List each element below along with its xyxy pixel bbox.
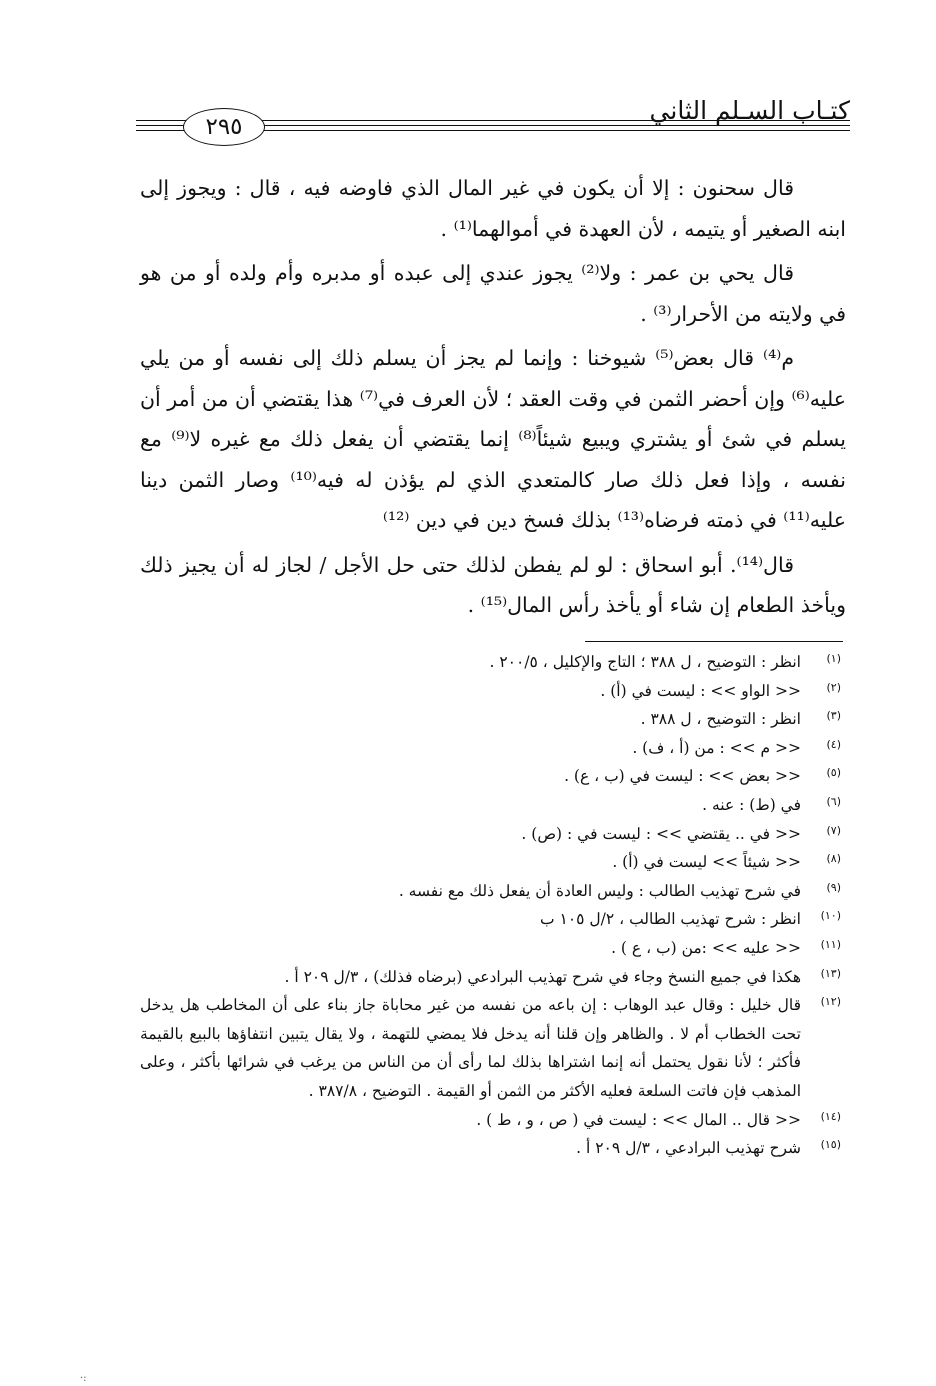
footnote — [140, 648, 841, 677]
footnote-text: << شيئاً >> ليست في (أ) . — [612, 853, 801, 872]
paragraph: م⁽⁴⁾ قال بعض⁽⁵⁾ شيوخنا : وإنما لم يجز أن يسلم ذلك إلى نفسه أو من يلي عليه⁽⁶⁾ وإن أحضر الثمن في وقت العقد ؛ لأن العرف في⁽⁷⁾ هذا يقتضي أن من أمر أن يسلم في شئ أو يشتري ويبيع شيئاً⁽⁸⁾ إنما يقتضي أن يفعل ذلك مع غيره لا⁽⁹⁾ مع نفسه ، وإذا فعل ذلك صار كالمتعدي الذي لم يؤذن له فيه⁽¹⁰⁾ وصار الثمن دينا عليه⁽¹¹⁾ في ذمته فرضاه⁽¹³⁾ بذلك فسخ دين في دين ⁽¹²⁾ — [140, 346, 847, 532]
footnote — [140, 991, 841, 1105]
footnote — [140, 820, 841, 849]
footnote-text: شرح تهذيب البرادعي ، ٣/ل ٢٠٩ أ . — [576, 1139, 801, 1158]
footnote-number: (١٤) — [820, 1109, 841, 1123]
main-text — [140, 168, 846, 630]
footnote-number: (٩) — [826, 880, 841, 894]
footnote — [140, 848, 841, 877]
footnote-number: (٧) — [826, 823, 841, 837]
scan-mark: ·: — [80, 1373, 87, 1384]
footnote-text: << م >> : من (أ ، ف) . — [632, 738, 801, 757]
footnote-number: (٢) — [826, 680, 841, 694]
footnote-text: << في .. يقتضي >> : ليست في : (ص) . — [521, 824, 801, 843]
footnote-number: (١١) — [820, 937, 841, 951]
paragraph: قال يحي بن عمر : ولا⁽²⁾ يجوز عندي إلى عبده أو مدبره وأم ولده أو من هو في ولايته من الأحرار⁽³⁾ . — [140, 261, 846, 326]
footnote-number: (٥) — [826, 766, 841, 780]
footnote-text: << قال .. المال >> : ليست في ( ص ، و ، ط ) . — [476, 1110, 801, 1129]
footnote-text: << الواو >> : ليست في (أ) . — [600, 681, 801, 700]
footnote-text: << بعض >> : ليست في (ب ، ع) . — [564, 767, 801, 786]
footnote-text: في شرح تهذيب الطالب : وليس العادة أن يفعل ذلك مع نفسه . — [398, 881, 801, 900]
footnote-text: انظر : التوضيح ، ل ٣٨٨ . — [640, 710, 801, 729]
paragraph: قال سحنون : إلا أن يكون في غير المال الذي فاوضه فيه ، قال : ويجوز إلى ابنه الصغير أو يتيمه ، لأن العهدة في أموالهما⁽¹⁾ . — [140, 176, 846, 241]
book-title: كتـاب السـلم الثاني — [649, 96, 850, 125]
footnote — [140, 705, 841, 734]
footnote-divider — [585, 641, 843, 642]
footnote-number: (١٣) — [820, 966, 841, 980]
footnote-text: انظر : شرح تهذيب الطالب ، ٢/ل ١٠٥ ب — [539, 910, 801, 929]
footnote-number: (٣) — [826, 709, 841, 723]
page-number: ٢٩٥ — [183, 108, 265, 146]
footnote-number: (٨) — [826, 852, 841, 866]
footnote-text: انظر : التوضيح ، ل ٣٨٨ ؛ التاج والإكليل ، ٢٠٠/٥ . — [489, 653, 801, 671]
footnote-text: في (ط) : عنه . — [702, 795, 801, 814]
footnote-number: (١) — [826, 652, 841, 665]
footnote — [140, 963, 841, 992]
footnote-number: (١٢) — [820, 995, 841, 1009]
footnote — [140, 677, 841, 706]
footnote — [140, 877, 841, 906]
footnote-number: (١٥) — [820, 1138, 841, 1152]
footnote — [140, 1134, 841, 1163]
footnote — [140, 734, 841, 763]
footnote — [140, 905, 841, 934]
footnote-number: (٦) — [826, 794, 841, 808]
footnotes — [140, 648, 841, 1163]
footnote — [140, 762, 841, 791]
footnote-text: قال خليل : وقال عبد الوهاب : إن باعه من نفسه من غير محاباة جاز بناء على أن المخاطب هل يدخل تحت الخطاب أم لا . والظاهر وإن قلنا أنه يدخل فلا يمضي للتهمة ، ولا يقال يتبين انتفاؤها بالبيع بالقيمة فأكثر ؛ لأنا نقول يحتمل أنه إنما اشتراها بذلك لما رأى أن من الناس من يرغب في شرائها بأكثر ، وعلى المذهب فإن فاتت السلعة فعليه الأكثر من الثمن أو القيمة . التوضيح ، ٣٨٧/٨ . — [140, 996, 801, 1100]
footnote-number: (١٠) — [820, 909, 841, 923]
footnote — [140, 791, 841, 820]
footnote — [140, 1106, 841, 1135]
footnote-text: << عليه >> :من (ب ، ع ) . — [611, 938, 801, 957]
footnote — [140, 934, 841, 963]
footnote-text: هكذا في جميع النسخ وجاء في شرح تهذيب البرادعي (برضاه فذلك) ، ٣/ل ٢٠٩ أ . — [284, 967, 801, 986]
paragraph: قال⁽¹⁴⁾. أبو اسحاق : لو لم يفطن لذلك حتى حل الأجل / لجاز له أن يجيز ذلك ويأخذ الطعام إن شاء أو يأخذ رأس المال⁽¹⁵⁾ . — [140, 552, 846, 617]
footnote-number: (٤) — [826, 737, 841, 751]
